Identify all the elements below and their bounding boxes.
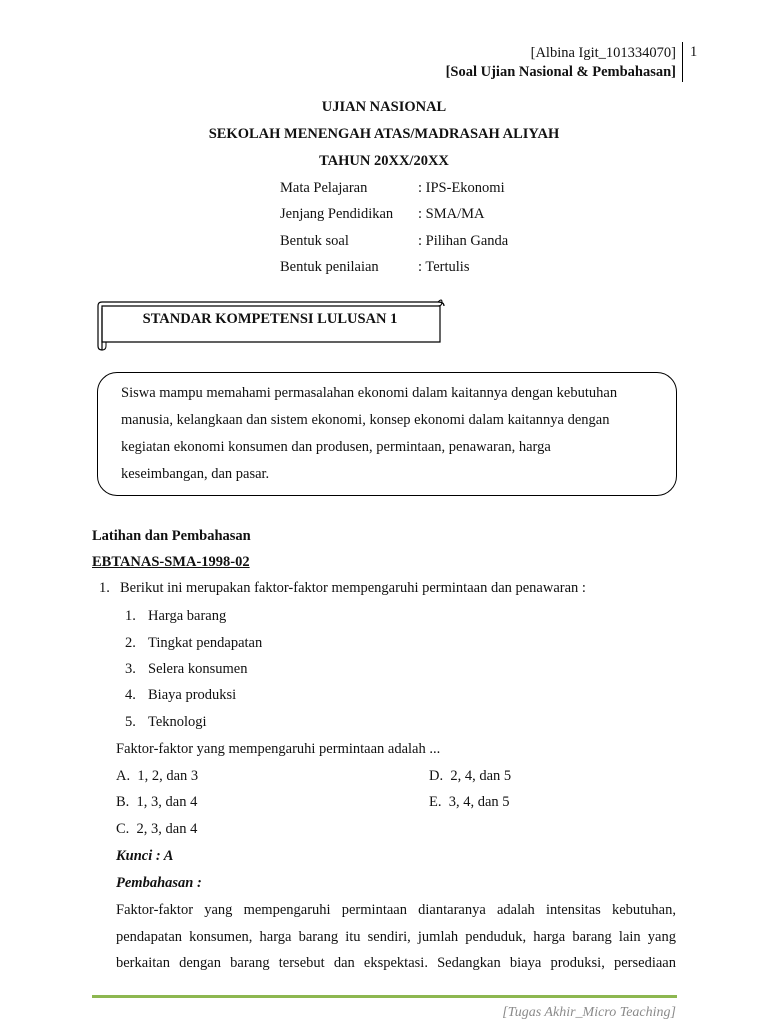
- meta-key-subject: Mata Pelajaran: [280, 180, 368, 196]
- option-b: B. 1, 3, dan 4: [116, 794, 198, 810]
- skl-line: keseimbangan, dan pasar.: [121, 466, 270, 482]
- item-number: 3.: [125, 661, 136, 677]
- exam-year: TAHUN 20XX/20XX: [319, 153, 449, 169]
- question-number: 1.: [99, 580, 110, 596]
- header-author: [Albina Igit_101334070]: [530, 45, 676, 61]
- exam-title: UJIAN NASIONAL: [321, 99, 447, 115]
- option-e: E. 3, 4, dan 5: [429, 794, 510, 810]
- explanation-text: [116, 897, 676, 977]
- footer-text: [Tugas Akhir_Micro Teaching]: [502, 1005, 676, 1020]
- skl-description: [121, 380, 662, 488]
- explanation-line: berkaitan dengan barang tersebut dan ekspektasi. Sedangkan biaya produksi, persediaan: [116, 955, 676, 971]
- question-source: EBTANAS-SMA-1998-02: [92, 554, 250, 570]
- item-number: 4.: [125, 687, 136, 703]
- question-prompt: Faktor-faktor yang mempengaruhi permintaan adalah ...: [116, 741, 441, 757]
- answer-key: Kunci : A: [116, 848, 174, 864]
- exam-school: SEKOLAH MENENGAH ATAS/MADRASAH ALIYAH: [208, 126, 560, 142]
- meta-value-subject: : IPS-Ekonomi: [418, 180, 505, 196]
- meta-key-type: Bentuk soal: [280, 233, 349, 249]
- skl-line: kegiatan ekonomi konsumen dan produsen, permintaan, penawaran, harga: [121, 439, 551, 455]
- explanation-label: Pembahasan :: [116, 875, 202, 891]
- meta-value-level: : SMA/MA: [418, 206, 485, 222]
- header-divider: [682, 42, 683, 82]
- section-heading: Latihan dan Pembahasan: [92, 528, 251, 544]
- explanation-line: Faktor-faktor yang mempengaruhi permintaan diantaranya adalah intensitas kebutuhan,: [116, 902, 676, 918]
- item-number: 5.: [125, 714, 136, 730]
- item-text: Biaya produksi: [148, 687, 237, 703]
- meta-value-type: : Pilihan Ganda: [418, 233, 509, 249]
- option-a: A. 1, 2, dan 3: [116, 768, 199, 784]
- meta-key-assessment: Bentuk penilaian: [280, 259, 379, 275]
- footer-divider: [92, 995, 677, 998]
- item-text: Selera konsumen: [148, 661, 248, 677]
- skl-line: Siswa mampu memahami permasalahan ekonomi dalam kaitannya dengan kebutuhan: [121, 385, 618, 401]
- item-text: Harga barang: [148, 608, 227, 624]
- question-text: Berikut ini merupakan faktor-faktor mempengaruhi permintaan dan penawaran :: [120, 580, 586, 596]
- header-title: [Soal Ujian Nasional & Pembahasan]: [445, 64, 676, 80]
- skl-title: STANDAR KOMPETENSI LULUSAN 1: [142, 311, 398, 327]
- meta-value-assessment: : Tertulis: [418, 259, 470, 275]
- skl-line: manusia, kelangkaan dan sistem ekonomi, konsep ekonomi dalam kaitannya dengan: [121, 412, 610, 428]
- page-number: 1: [690, 44, 698, 60]
- item-number: 2.: [125, 635, 136, 651]
- explanation-line: pendapatan konsumen, harga barang itu sendiri, jumlah penduduk, harga barang lain yang: [116, 928, 676, 945]
- item-text: Tingkat pendapatan: [148, 635, 263, 651]
- item-text: Teknologi: [148, 714, 207, 730]
- item-number: 1.: [125, 608, 136, 624]
- option-c: C. 2, 3, dan 4: [116, 821, 198, 837]
- option-d: D. 2, 4, dan 5: [429, 768, 512, 784]
- meta-key-level: Jenjang Pendidikan: [280, 206, 394, 222]
